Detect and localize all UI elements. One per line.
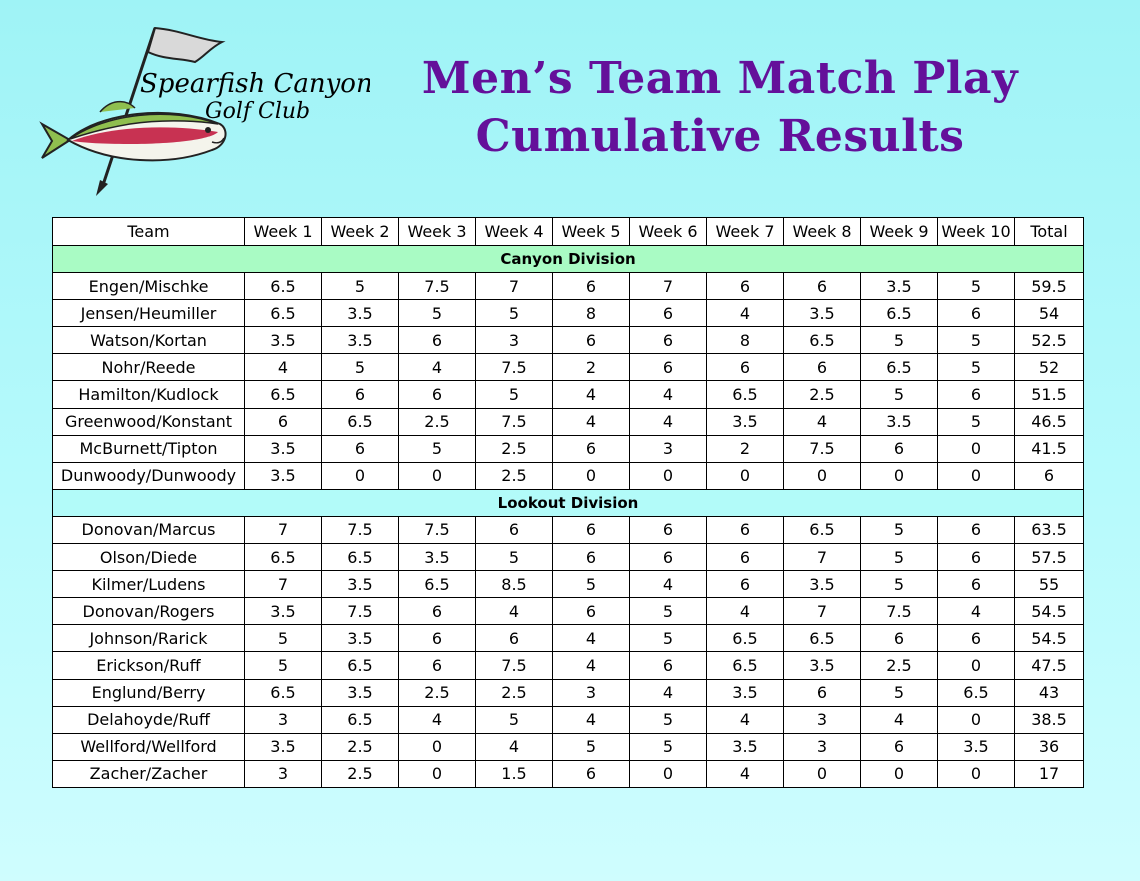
team-name-cell: Dunwoody/Dunwoody <box>53 462 245 489</box>
week-score-cell: 6.5 <box>322 652 399 679</box>
week-score-cell: 3.5 <box>861 273 938 300</box>
team-name-cell: Erickson/Ruff <box>53 652 245 679</box>
week-score-cell: 6 <box>707 354 784 381</box>
week-score-cell: 6.5 <box>938 679 1015 706</box>
week-score-cell: 4 <box>476 733 553 760</box>
week-score-cell: 7.5 <box>476 652 553 679</box>
week-score-cell: 3 <box>553 679 630 706</box>
week-score-cell: 6 <box>938 544 1015 571</box>
team-name-cell: Delahoyde/Ruff <box>53 706 245 733</box>
table-row <box>53 706 1084 733</box>
table-row <box>53 327 1084 354</box>
week-score-cell: 3.5 <box>399 544 476 571</box>
week-score-cell: 4 <box>553 381 630 408</box>
week-score-cell: 6.5 <box>322 408 399 435</box>
team-name-cell: Hamilton/Kudlock <box>53 381 245 408</box>
week-score-cell: 7.5 <box>784 435 861 462</box>
week-score-cell: 6 <box>399 381 476 408</box>
division-name: Canyon Division <box>53 246 1084 273</box>
week-score-cell: 4 <box>553 408 630 435</box>
week-score-cell: 0 <box>938 760 1015 787</box>
total-cell: 54.5 <box>1015 625 1084 652</box>
week-score-cell: 7.5 <box>476 354 553 381</box>
week-score-cell: 4 <box>938 598 1015 625</box>
week-score-cell: 6 <box>630 327 707 354</box>
total-cell: 36 <box>1015 733 1084 760</box>
team-name-cell: Greenwood/Konstant <box>53 408 245 435</box>
week-score-cell: 8.5 <box>476 571 553 598</box>
week-score-cell: 6.5 <box>245 273 322 300</box>
week-score-cell: 0 <box>938 435 1015 462</box>
logo-text-line1: Spearfish Canyon <box>140 69 370 99</box>
week-score-cell: 0 <box>399 462 476 489</box>
week-score-cell: 5 <box>476 300 553 327</box>
week-score-cell: 4 <box>630 571 707 598</box>
col-header-week-3: Week 3 <box>399 218 476 246</box>
week-score-cell: 5 <box>861 679 938 706</box>
week-score-cell: 3.5 <box>784 652 861 679</box>
week-score-cell: 6 <box>476 625 553 652</box>
table-row <box>53 625 1084 652</box>
week-score-cell: 6 <box>322 381 399 408</box>
week-score-cell: 7 <box>784 544 861 571</box>
week-score-cell: 3.5 <box>784 300 861 327</box>
total-cell: 41.5 <box>1015 435 1084 462</box>
week-score-cell: 0 <box>938 462 1015 489</box>
team-name-cell: Donovan/Rogers <box>53 598 245 625</box>
col-header-total: Total <box>1015 218 1084 246</box>
week-score-cell: 6.5 <box>245 381 322 408</box>
week-score-cell: 2.5 <box>399 408 476 435</box>
title-line1: Men’s Team Match Play <box>421 53 1019 104</box>
week-score-cell: 6 <box>938 516 1015 543</box>
week-score-cell: 6.5 <box>784 625 861 652</box>
week-score-cell: 2.5 <box>861 652 938 679</box>
week-score-cell: 5 <box>630 706 707 733</box>
week-score-cell: 3.5 <box>322 625 399 652</box>
week-score-cell: 5 <box>553 733 630 760</box>
week-score-cell: 6 <box>707 571 784 598</box>
col-header-week-5: Week 5 <box>553 218 630 246</box>
week-score-cell: 3.5 <box>707 679 784 706</box>
week-score-cell: 6 <box>630 300 707 327</box>
week-score-cell: 0 <box>553 462 630 489</box>
week-score-cell: 6 <box>322 435 399 462</box>
week-score-cell: 7.5 <box>399 273 476 300</box>
week-score-cell: 6 <box>630 516 707 543</box>
week-score-cell: 0 <box>630 760 707 787</box>
week-score-cell: 6 <box>861 625 938 652</box>
trout-fish-icon <box>42 102 226 161</box>
table-row <box>53 273 1084 300</box>
week-score-cell: 6 <box>553 435 630 462</box>
total-cell: 46.5 <box>1015 408 1084 435</box>
week-score-cell: 3.5 <box>245 598 322 625</box>
week-score-cell: 5 <box>938 273 1015 300</box>
page-title <box>370 50 1070 166</box>
week-score-cell: 0 <box>322 462 399 489</box>
week-score-cell: 6.5 <box>322 544 399 571</box>
week-score-cell: 4 <box>476 598 553 625</box>
week-score-cell: 0 <box>938 706 1015 733</box>
week-score-cell: 6 <box>861 435 938 462</box>
table-row <box>53 300 1084 327</box>
week-score-cell: 6 <box>553 327 630 354</box>
week-score-cell: 3.5 <box>938 733 1015 760</box>
week-score-cell: 7 <box>245 571 322 598</box>
week-score-cell: 6 <box>938 625 1015 652</box>
week-score-cell: 7.5 <box>476 408 553 435</box>
week-score-cell: 0 <box>861 462 938 489</box>
week-score-cell: 5 <box>938 327 1015 354</box>
table-row <box>53 516 1084 543</box>
week-score-cell: 7.5 <box>399 516 476 543</box>
week-score-cell: 5 <box>861 516 938 543</box>
col-header-week-4: Week 4 <box>476 218 553 246</box>
total-cell: 57.5 <box>1015 544 1084 571</box>
week-score-cell: 6 <box>784 679 861 706</box>
week-score-cell: 5 <box>476 381 553 408</box>
team-name-cell: Zacher/Zacher <box>53 760 245 787</box>
week-score-cell: 0 <box>938 652 1015 679</box>
col-header-week-8: Week 8 <box>784 218 861 246</box>
total-cell: 54.5 <box>1015 598 1084 625</box>
week-score-cell: 5 <box>938 408 1015 435</box>
week-score-cell: 5 <box>861 544 938 571</box>
week-score-cell: 6.5 <box>245 300 322 327</box>
total-cell: 52.5 <box>1015 327 1084 354</box>
division-name: Lookout Division <box>53 489 1084 516</box>
week-score-cell: 6 <box>399 598 476 625</box>
week-score-cell: 6 <box>707 516 784 543</box>
week-score-cell: 6.5 <box>861 354 938 381</box>
division-header-row <box>53 489 1084 516</box>
week-score-cell: 6 <box>553 544 630 571</box>
total-cell: 52 <box>1015 354 1084 381</box>
week-score-cell: 0 <box>784 760 861 787</box>
total-cell: 63.5 <box>1015 516 1084 543</box>
club-logo <box>30 20 370 200</box>
week-score-cell: 0 <box>399 733 476 760</box>
week-score-cell: 6 <box>938 300 1015 327</box>
table-row <box>53 679 1084 706</box>
week-score-cell: 5 <box>322 273 399 300</box>
week-score-cell: 5 <box>476 544 553 571</box>
week-score-cell: 5 <box>245 652 322 679</box>
week-score-cell: 3.5 <box>245 733 322 760</box>
week-score-cell: 6 <box>553 273 630 300</box>
week-score-cell: 4 <box>630 408 707 435</box>
week-score-cell: 3.5 <box>707 408 784 435</box>
week-score-cell: 5 <box>476 706 553 733</box>
week-score-cell: 0 <box>784 462 861 489</box>
week-score-cell: 5 <box>630 598 707 625</box>
week-score-cell: 0 <box>399 760 476 787</box>
week-score-cell: 5 <box>630 625 707 652</box>
week-score-cell: 4 <box>784 408 861 435</box>
week-score-cell: 2 <box>553 354 630 381</box>
week-score-cell: 3.5 <box>322 300 399 327</box>
week-score-cell: 8 <box>707 327 784 354</box>
team-name-cell: Wellford/Wellford <box>53 733 245 760</box>
week-score-cell: 6 <box>553 760 630 787</box>
week-score-cell: 2.5 <box>476 435 553 462</box>
week-score-cell: 1.5 <box>476 760 553 787</box>
week-score-cell: 4 <box>630 679 707 706</box>
week-score-cell: 6 <box>553 516 630 543</box>
week-score-cell: 6 <box>399 327 476 354</box>
week-score-cell: 3 <box>784 733 861 760</box>
week-score-cell: 3.5 <box>245 327 322 354</box>
week-score-cell: 3.5 <box>245 435 322 462</box>
total-cell: 54 <box>1015 300 1084 327</box>
col-header-week-7: Week 7 <box>707 218 784 246</box>
week-score-cell: 5 <box>245 625 322 652</box>
table-body <box>53 246 1084 788</box>
week-score-cell: 2 <box>707 435 784 462</box>
week-score-cell: 6 <box>707 273 784 300</box>
week-score-cell: 4 <box>245 354 322 381</box>
week-score-cell: 4 <box>399 354 476 381</box>
table-row <box>53 544 1084 571</box>
week-score-cell: 7.5 <box>322 516 399 543</box>
week-score-cell: 5 <box>399 435 476 462</box>
week-score-cell: 2.5 <box>476 462 553 489</box>
col-header-week-6: Week 6 <box>630 218 707 246</box>
week-score-cell: 3 <box>476 327 553 354</box>
week-score-cell: 6 <box>399 625 476 652</box>
week-score-cell: 7 <box>476 273 553 300</box>
col-header-week-2: Week 2 <box>322 218 399 246</box>
team-name-cell: Olson/Diede <box>53 544 245 571</box>
week-score-cell: 7 <box>245 516 322 543</box>
table-row <box>53 408 1084 435</box>
logo-text-line2: Golf Club <box>205 99 311 124</box>
week-score-cell: 6 <box>630 652 707 679</box>
week-score-cell: 6.5 <box>707 381 784 408</box>
total-cell: 47.5 <box>1015 652 1084 679</box>
week-score-cell: 4 <box>861 706 938 733</box>
week-score-cell: 6 <box>938 571 1015 598</box>
week-score-cell: 7.5 <box>861 598 938 625</box>
total-cell: 59.5 <box>1015 273 1084 300</box>
team-name-cell: McBurnett/Tipton <box>53 435 245 462</box>
week-score-cell: 6 <box>630 354 707 381</box>
week-score-cell: 5 <box>861 327 938 354</box>
table-row <box>53 381 1084 408</box>
week-score-cell: 7 <box>784 598 861 625</box>
week-score-cell: 4 <box>707 598 784 625</box>
week-score-cell: 5 <box>630 733 707 760</box>
table-row <box>53 598 1084 625</box>
week-score-cell: 2.5 <box>399 679 476 706</box>
week-score-cell: 8 <box>553 300 630 327</box>
team-name-cell: Donovan/Marcus <box>53 516 245 543</box>
week-score-cell: 3.5 <box>784 571 861 598</box>
week-score-cell: 2.5 <box>322 760 399 787</box>
division-header-row <box>53 246 1084 273</box>
week-score-cell: 4 <box>553 625 630 652</box>
week-score-cell: 4 <box>707 706 784 733</box>
week-score-cell: 3.5 <box>245 462 322 489</box>
week-score-cell: 4 <box>399 706 476 733</box>
col-header-team: Team <box>53 218 245 246</box>
week-score-cell: 6.5 <box>322 706 399 733</box>
table-row <box>53 462 1084 489</box>
week-score-cell: 3 <box>784 706 861 733</box>
week-score-cell: 6 <box>630 544 707 571</box>
week-score-cell: 6 <box>938 381 1015 408</box>
table-row <box>53 354 1084 381</box>
week-score-cell: 5 <box>322 354 399 381</box>
week-score-cell: 6.5 <box>245 544 322 571</box>
week-score-cell: 4 <box>553 706 630 733</box>
week-score-cell: 6 <box>245 408 322 435</box>
week-score-cell: 0 <box>630 462 707 489</box>
table-row <box>53 652 1084 679</box>
team-name-cell: Johnson/Rarick <box>53 625 245 652</box>
week-score-cell: 3.5 <box>322 679 399 706</box>
week-score-cell: 7 <box>630 273 707 300</box>
col-header-week-1: Week 1 <box>245 218 322 246</box>
week-score-cell: 4 <box>707 760 784 787</box>
arrow-tip-icon <box>96 180 108 196</box>
week-score-cell: 0 <box>707 462 784 489</box>
total-cell: 38.5 <box>1015 706 1084 733</box>
week-score-cell: 4 <box>707 300 784 327</box>
week-score-cell: 3 <box>630 435 707 462</box>
week-score-cell: 3 <box>245 706 322 733</box>
week-score-cell: 6 <box>784 273 861 300</box>
team-name-cell: Watson/Kortan <box>53 327 245 354</box>
table-row <box>53 733 1084 760</box>
week-score-cell: 0 <box>861 760 938 787</box>
total-cell: 6 <box>1015 462 1084 489</box>
week-score-cell: 6 <box>399 652 476 679</box>
total-cell: 17 <box>1015 760 1084 787</box>
week-score-cell: 3.5 <box>322 571 399 598</box>
week-score-cell: 6.5 <box>707 652 784 679</box>
team-name-cell: Jensen/Heumiller <box>53 300 245 327</box>
week-score-cell: 6 <box>476 516 553 543</box>
week-score-cell: 3.5 <box>861 408 938 435</box>
week-score-cell: 2.5 <box>476 679 553 706</box>
team-name-cell: Kilmer/Ludens <box>53 571 245 598</box>
week-score-cell: 3.5 <box>322 327 399 354</box>
week-score-cell: 6.5 <box>861 300 938 327</box>
team-name-cell: Engen/Mischke <box>53 273 245 300</box>
team-name-cell: Englund/Berry <box>53 679 245 706</box>
week-score-cell: 6.5 <box>784 516 861 543</box>
week-score-cell: 6 <box>861 733 938 760</box>
total-cell: 51.5 <box>1015 381 1084 408</box>
golf-flag-icon <box>148 28 222 62</box>
col-header-week-10: Week 10 <box>938 218 1015 246</box>
results-table <box>52 217 1084 788</box>
week-score-cell: 6.5 <box>245 679 322 706</box>
week-score-cell: 4 <box>553 652 630 679</box>
week-score-cell: 4 <box>630 381 707 408</box>
header-row <box>53 218 1084 246</box>
total-cell: 55 <box>1015 571 1084 598</box>
week-score-cell: 6.5 <box>399 571 476 598</box>
table-row <box>53 571 1084 598</box>
week-score-cell: 2.5 <box>322 733 399 760</box>
week-score-cell: 2.5 <box>784 381 861 408</box>
week-score-cell: 5 <box>861 381 938 408</box>
week-score-cell: 5 <box>861 571 938 598</box>
week-score-cell: 7.5 <box>322 598 399 625</box>
week-score-cell: 5 <box>399 300 476 327</box>
week-score-cell: 6 <box>707 544 784 571</box>
week-score-cell: 3.5 <box>707 733 784 760</box>
week-score-cell: 5 <box>938 354 1015 381</box>
week-score-cell: 5 <box>553 571 630 598</box>
team-name-cell: Nohr/Reede <box>53 354 245 381</box>
total-cell: 43 <box>1015 679 1084 706</box>
col-header-week-9: Week 9 <box>861 218 938 246</box>
week-score-cell: 6 <box>553 598 630 625</box>
week-score-cell: 3 <box>245 760 322 787</box>
table-row <box>53 435 1084 462</box>
week-score-cell: 6.5 <box>784 327 861 354</box>
table-row <box>53 760 1084 787</box>
week-score-cell: 6.5 <box>707 625 784 652</box>
week-score-cell: 6 <box>784 354 861 381</box>
title-line2: Cumulative Results <box>475 111 965 162</box>
